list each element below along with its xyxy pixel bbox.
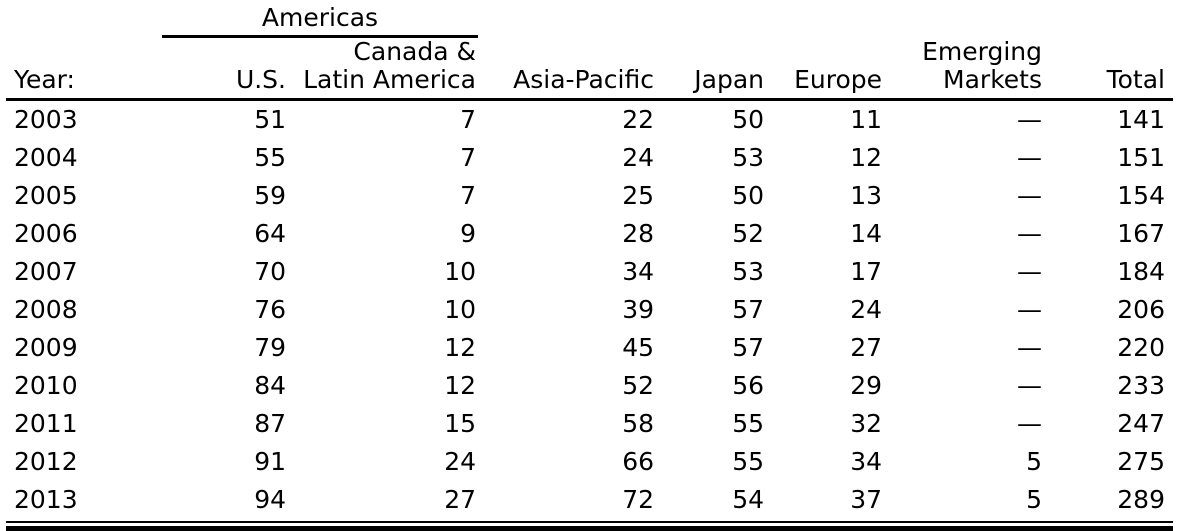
table-cell-ap: 22 xyxy=(622,105,654,134)
table-cell-ap: 45 xyxy=(622,333,654,362)
table-row xyxy=(6,253,1173,291)
column-header-canada-latin-america-line1: Canada & xyxy=(353,37,476,66)
table-cell-us: 64 xyxy=(254,219,286,248)
column-header-canada-latin-america xyxy=(294,38,484,100)
table-cell-eu: 12 xyxy=(850,143,882,172)
group-header-spacer-em xyxy=(890,0,1050,38)
table-cell-em: 5 xyxy=(1026,447,1042,476)
table-cell-year: 2007 xyxy=(14,257,78,286)
table-cell-total: 247 xyxy=(1117,409,1165,438)
table-cell-us: 94 xyxy=(254,485,286,514)
table-cell-ap: 72 xyxy=(622,485,654,514)
table-cell-year: 2010 xyxy=(14,371,78,400)
group-header-spacer-left xyxy=(6,0,156,38)
table-cell-em: — xyxy=(1017,257,1042,286)
table-row xyxy=(6,291,1173,329)
table-cell-us: 87 xyxy=(254,409,286,438)
table-row xyxy=(6,139,1173,177)
table-cell-eu: 37 xyxy=(850,485,882,514)
table-cell-cla: 7 xyxy=(460,181,476,210)
table-cell-ap: 28 xyxy=(622,219,654,248)
table-cell-eu: 11 xyxy=(850,105,882,134)
table-cell-total: 220 xyxy=(1117,333,1165,362)
group-header-americas xyxy=(156,0,484,38)
table-cell-total: 206 xyxy=(1117,295,1165,324)
table-cell-em: — xyxy=(1017,105,1042,134)
table-cell-year: 2012 xyxy=(14,447,78,476)
table-cell-cla: 24 xyxy=(444,447,476,476)
table-cell-jp: 53 xyxy=(732,257,764,286)
column-header-canada-latin-america-line2: Latin America xyxy=(303,65,476,94)
table-cell-jp: 50 xyxy=(732,181,764,210)
table-cell-total: 154 xyxy=(1117,181,1165,210)
table-cell-ap: 24 xyxy=(622,143,654,172)
table-cell-ap: 66 xyxy=(622,447,654,476)
table-cell-cla: 10 xyxy=(444,257,476,286)
table-cell-cla: 10 xyxy=(444,295,476,324)
column-header-year: Year: xyxy=(6,38,156,100)
table-cell-total: 151 xyxy=(1117,143,1165,172)
column-header-row xyxy=(6,38,1173,100)
table-cell-jp: 52 xyxy=(732,219,764,248)
table-cell-year: 2003 xyxy=(14,105,78,134)
table-cell-us: 91 xyxy=(254,447,286,476)
table-cell-em: — xyxy=(1017,181,1042,210)
table-cell-cla: 12 xyxy=(444,333,476,362)
table-cell-jp: 54 xyxy=(732,485,764,514)
table-cell-jp: 55 xyxy=(732,447,764,476)
table-cell-ap: 25 xyxy=(622,181,654,210)
table-cell-eu: 34 xyxy=(850,447,882,476)
table-cell-us: 59 xyxy=(254,181,286,210)
table-cell-eu: 27 xyxy=(850,333,882,362)
table-cell-jp: 56 xyxy=(732,371,764,400)
table-bottom-rule-thick xyxy=(6,526,1173,531)
table-cell-total: 233 xyxy=(1117,371,1165,400)
table-cell-year: 2011 xyxy=(14,409,78,438)
table-cell-us: 55 xyxy=(254,143,286,172)
table-row xyxy=(6,405,1173,443)
table-cell-jp: 55 xyxy=(732,409,764,438)
table-cell-jp: 57 xyxy=(732,333,764,362)
table-cell-total: 141 xyxy=(1117,105,1165,134)
column-header-asia-pacific: Asia-Pacific xyxy=(484,38,662,100)
table-row xyxy=(6,443,1173,481)
group-header-spacer-ap xyxy=(484,0,662,38)
table-cell-year: 2006 xyxy=(14,219,78,248)
table-row xyxy=(6,215,1173,253)
table-cell-total: 184 xyxy=(1117,257,1165,286)
table-cell-eu: 17 xyxy=(850,257,882,286)
table-cell-us: 70 xyxy=(254,257,286,286)
column-header-emerging-markets xyxy=(890,38,1050,100)
table-cell-cla: 12 xyxy=(444,371,476,400)
table-cell-total: 289 xyxy=(1117,485,1165,514)
table-body xyxy=(6,100,1173,522)
table-cell-total: 275 xyxy=(1117,447,1165,476)
table-cell-em: — xyxy=(1017,333,1042,362)
data-table xyxy=(6,0,1173,521)
table-cell-eu: 13 xyxy=(850,181,882,210)
table-cell-jp: 57 xyxy=(732,295,764,324)
table-cell-jp: 50 xyxy=(732,105,764,134)
table-cell-ap: 34 xyxy=(622,257,654,286)
table-cell-em: — xyxy=(1017,295,1042,324)
table-cell-total: 167 xyxy=(1117,219,1165,248)
table-cell-ap: 52 xyxy=(622,371,654,400)
table-cell-ap: 39 xyxy=(622,295,654,324)
group-header-spacer-jp xyxy=(662,0,772,38)
table-cell-us: 51 xyxy=(254,105,286,134)
column-header-europe: Europe xyxy=(772,38,890,100)
table-cell-cla: 7 xyxy=(460,143,476,172)
table-cell-em: — xyxy=(1017,371,1042,400)
table-cell-cla: 7 xyxy=(460,105,476,134)
table-cell-eu: 24 xyxy=(850,295,882,324)
table-cell-jp: 53 xyxy=(732,143,764,172)
table-cell-year: 2005 xyxy=(14,181,78,210)
group-header-row xyxy=(6,0,1173,38)
table-cell-em: — xyxy=(1017,219,1042,248)
column-header-us: U.S. xyxy=(156,38,294,100)
table-cell-eu: 29 xyxy=(850,371,882,400)
column-header-emerging-markets-line2: Markets xyxy=(943,65,1042,94)
table-row xyxy=(6,329,1173,367)
table-cell-year: 2004 xyxy=(14,143,78,172)
table-cell-us: 79 xyxy=(254,333,286,362)
table-cell-us: 84 xyxy=(254,371,286,400)
table-row xyxy=(6,177,1173,215)
table-row xyxy=(6,481,1173,521)
table-cell-em: — xyxy=(1017,409,1042,438)
group-header-spacer-eu xyxy=(772,0,890,38)
table-cell-eu: 14 xyxy=(850,219,882,248)
group-header-spacer-total xyxy=(1050,0,1173,38)
table-cell-em: — xyxy=(1017,143,1042,172)
table-row xyxy=(6,100,1173,140)
column-header-total: Total xyxy=(1050,38,1173,100)
group-header-americas-label: Americas xyxy=(261,3,379,32)
table-cell-cla: 9 xyxy=(460,219,476,248)
table-row xyxy=(6,367,1173,405)
table-cell-cla: 15 xyxy=(444,409,476,438)
table-cell-eu: 32 xyxy=(850,409,882,438)
table-cell-em: 5 xyxy=(1026,485,1042,514)
table-cell-year: 2008 xyxy=(14,295,78,324)
column-header-emerging-markets-line1: Emerging xyxy=(922,37,1042,66)
table-cell-us: 76 xyxy=(254,295,286,324)
table-cell-year: 2009 xyxy=(14,333,78,362)
table-cell-cla: 27 xyxy=(444,485,476,514)
table-cell-year: 2013 xyxy=(14,485,78,514)
table-cell-ap: 58 xyxy=(622,409,654,438)
column-header-japan: Japan xyxy=(662,38,772,100)
